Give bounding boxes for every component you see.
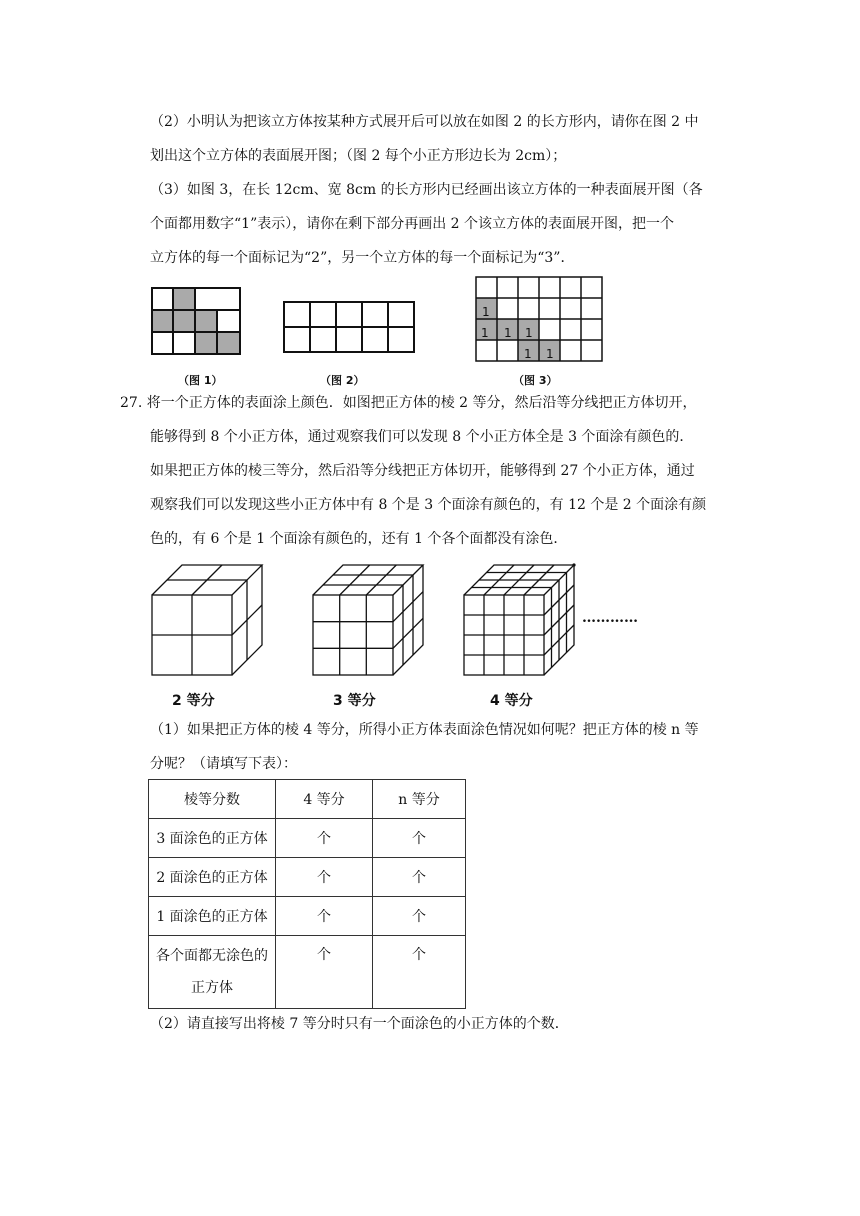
p27-line2: 能够得到 8 个小正方体，通过观察我们可以发现 8 个小正方体全是 3 个面涂有颜色的．	[150, 429, 694, 445]
figure-1-caption: （图 1）	[178, 374, 223, 387]
p27-line3: 如果把正方体的棱三等分，然后沿等分线把正方体切开，能够得到 27 个小正方体，通过	[150, 463, 695, 479]
cube-4-divisions	[462, 563, 582, 678]
p27-q1-line1: （1）如果把正方体的棱 4 等分，所得小正方体表面涂色情况如何呢？把正方体的棱 n 等	[150, 722, 699, 738]
table-header-cell: n 等分	[373, 780, 466, 819]
p26-q3-line3: 立方体的每一个面标记为“2”，另一个立方体的每一个面标记为“3”．	[150, 250, 575, 266]
table-row	[149, 819, 466, 858]
coloring-table	[148, 779, 466, 1009]
table-answer-cell[interactable]: 个	[373, 936, 466, 1009]
fig3-cell-label: 1	[524, 347, 532, 361]
table-header-row	[149, 780, 466, 819]
p26-q3-line1: （3）如图 3，在长 12cm、宽 8cm 的长方形内已经画出该立方体的一种表面展开图（各	[150, 182, 703, 198]
fig3-cell-label: 1	[546, 347, 554, 361]
table-answer-cell[interactable]: 个	[276, 897, 373, 936]
table-answer-cell[interactable]: 个	[276, 819, 373, 858]
table-answer-cell[interactable]: 个	[276, 858, 373, 897]
table-header-cell: 4 等分	[276, 780, 373, 819]
p26-q2-line2: 划出这个立方体的表面展开图；（图 2 每个小正方形边长为 2cm）；	[150, 148, 567, 164]
figure-1-cube-net	[151, 287, 243, 355]
table-row	[149, 897, 466, 936]
table-answer-cell[interactable]: 个	[276, 936, 373, 1009]
fig3-cell-label: 1	[481, 326, 489, 340]
table-answer-cell[interactable]: 个	[373, 858, 466, 897]
cube-2-divisions	[150, 563, 265, 678]
figure-3-caption: （图 3）	[513, 374, 558, 387]
p27-line1: 27. 将一个正方体的表面涂上颜色．如图把正方体的棱 2 等分，然后沿等分线把正方体切开，	[120, 395, 697, 411]
p26-q2-line1: （2）小明认为把该立方体按某种方式展开后可以放在如图 2 的长方形内，请你在图 2 中	[150, 114, 699, 130]
cube-label-3: 3 等分	[333, 693, 376, 709]
p27-line5: 色的，有 6 个是 1 个面涂有颜色的，还有 1 个各个面都没有涂色．	[150, 531, 568, 547]
cube-3-divisions	[311, 563, 426, 678]
p27-line4: 观察我们可以发现这些小正方体中有 8 个是 3 个面涂有颜色的，有 12 个是 2 个面涂有颜	[150, 497, 707, 513]
table-cell-label: 2 面涂色的正方体	[149, 858, 276, 897]
figure-3-grid	[475, 276, 605, 362]
figure-2-caption: （图 2）	[320, 374, 365, 387]
fig3-cell-label: 1	[525, 326, 533, 340]
p27-q1-line2: 分呢？（请填写下表）：	[150, 756, 297, 772]
cube-label-2: 2 等分	[172, 693, 215, 709]
row4-label-line2: 正方体	[191, 980, 233, 996]
table-answer-cell[interactable]: 个	[373, 819, 466, 858]
fig3-cell-label: 1	[482, 305, 490, 319]
fig3-cell-label: 1	[504, 326, 512, 340]
cube-label-4: 4 等分	[490, 693, 533, 709]
p26-q3-line2: 个面都用数字“1”表示），请你在剩下部分再画出 2 个该立方体的表面展开图，把一个	[150, 216, 675, 232]
table-header-cell: 棱等分数	[149, 780, 276, 819]
table-row	[149, 936, 466, 1009]
figure-2-grid	[283, 301, 417, 355]
table-answer-cell[interactable]: 个	[373, 897, 466, 936]
p27-q2: （2）请直接写出将棱 7 等分时只有一个面涂色的小正方体的个数．	[150, 1016, 569, 1032]
table-cell-label	[149, 936, 276, 1009]
table-cell-label: 3 面涂色的正方体	[149, 819, 276, 858]
table-cell-label: 1 面涂色的正方体	[149, 897, 276, 936]
row4-label-line1: 各个面都无涂色的	[156, 948, 268, 964]
ellipsis-dots: …………	[582, 610, 638, 626]
table-row	[149, 858, 466, 897]
